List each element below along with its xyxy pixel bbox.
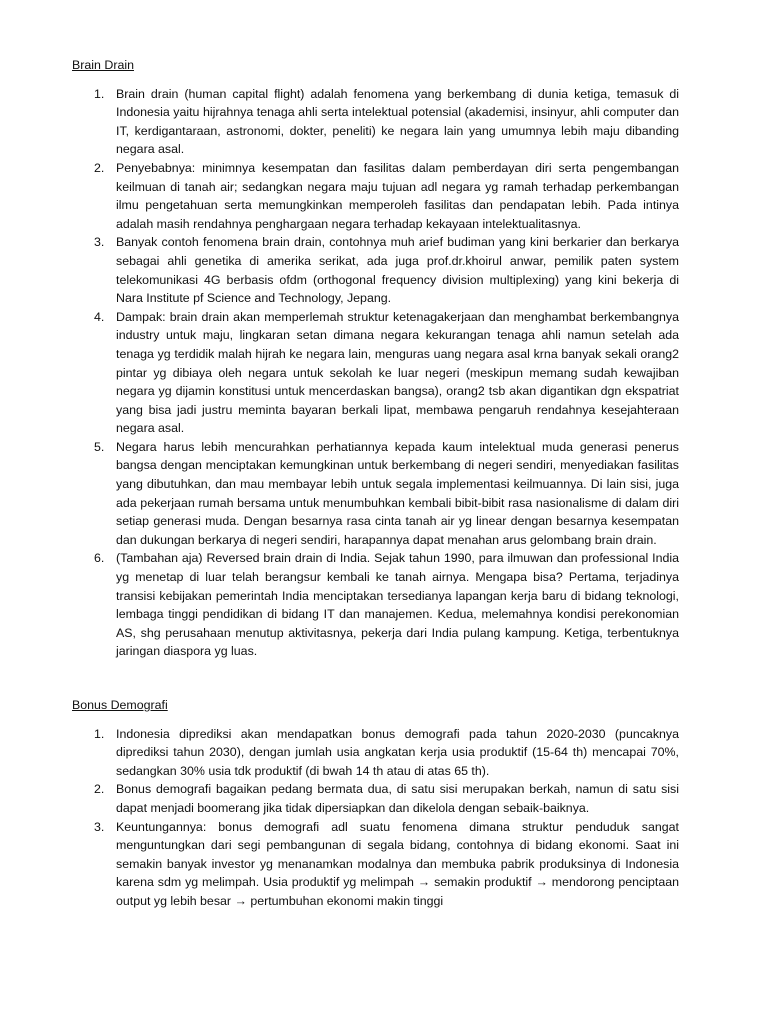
- list-item: [72, 438, 679, 550]
- item-number: 2.: [94, 160, 105, 175]
- item-text: Bonus demografi bagaikan pedang bermata dua, di satu sisi merupakan berkah, namun di satu sisi dapat menjadi boomerang jika tidak dipersiapkan dan dikelola dengan sebaik-baiknya.: [116, 782, 679, 815]
- list-item: [72, 85, 679, 159]
- item-text: Penyebabnya: minimnya kesempatan dan fasilitas dalam pemberdayan diri serta pengembangan keilmuan di tanah air; sedangkan negara maju tujuan adl negara yg ramah terhadap perkembangan ilmu pengetahuan serta memungkinkan memperoleh fasilitas dan pendapatan lebih. Pada intinya adalah masih rendahnya penghargaan negara terhadap kekayaan intelektualitasnya.: [116, 160, 679, 231]
- item-number: 1.: [94, 726, 105, 741]
- item-number: 2.: [94, 782, 105, 797]
- list-item: [72, 159, 679, 233]
- item-text: Brain drain (human capital flight) adalah fenomena yang berkembang di dunia ketiga, temasuk di Indonesia yaitu hijrahnya tenaga ahli serta intelektual potensial (akademisi, insinyur, ahli computer dan IT, kerdigantaraan, astronomi, dokter, peneliti) ke negara lain yang umumnya lebih maju dibanding negara asal.: [116, 86, 679, 157]
- section-bonus-demografi: [72, 696, 679, 911]
- numbered-list: [72, 725, 679, 911]
- item-number: 6.: [94, 551, 105, 566]
- item-number: 1.: [94, 86, 105, 101]
- item-number: 3.: [94, 235, 105, 250]
- item-text: Indonesia diprediksi akan mendapatkan bonus demografi pada tahun 2020-2030 (puncaknya diprediksi tahun 2030), dengan jumlah usia angkatan kerja usia produktif (15-64 th) mencapai 70%, sedangkan 30% usia tdk produktif (di bwah 14 th atau di atas 65 th).: [116, 726, 679, 778]
- section-heading: Bonus Demografi: [72, 698, 168, 712]
- section-brain-drain: [72, 56, 679, 661]
- item-text: (Tambahan aja) Reversed brain drain di India. Sejak tahun 1990, para ilmuwan dan professional India yg menetap di luar telah berangsur kembali ke tanah airnya. Mengapa bisa? Pertama, terjadinya transisi kebijakan pemerintah India menciptakan tersedianya lapangan kerja baru di bidang teknologi, lembaga tinggi pendidikan di bidang IT dan manajemen. Kedua, melemahnya kondisi perekonomian AS, shg perusahaan menutup aktivitasnya, pekerja dari India pulang kampung. Ketiga, terbentuknya jaringan diaspora yg luas.: [116, 551, 679, 659]
- item-text: Keuntungannya: bonus demografi adl suatu fenomena dimana struktur penduduk sangat menguntungkan dari segi pembangunan di segala bidang, contohnya di bidang ekonomi. Saat ini semakin banyak investor yg menanamkan modalnya dan membuka pabrik produksinya di Indonesia karena sdm yg melimpah. Usia produktif yg melimpah → semakin produktif → mendorong penciptaan output yg lebih besar → pertumbuhan ekonomi makin tinggi: [116, 819, 679, 908]
- item-number: 4.: [94, 309, 105, 324]
- item-number: 3.: [94, 819, 105, 834]
- item-text: Banyak contoh fenomena brain drain, contohnya muh arief budiman yang kini berkarier dan berkarya sebagai ahli genetika di amerika serikat, ada juga prof.dr.khoirul anwar, pemilik paten system telekomunikasi 4G berbasis ofdm (orthogonal frequency division multiplexing) yang kini bekerja di Nara Institute pf Science and Technology, Jepang.: [116, 235, 679, 306]
- list-item: [72, 725, 679, 781]
- item-text: Negara harus lebih mencurahkan perhatiannya kepada kaum intelektual muda generasi penerus bangsa dengan menciptakan kemungkinan untuk berkembang di negeri sendiri, menyediakan fasilitas yang dibutuhkan, dan mau membayar lebih untuk segala implementasi keilmuannya. Di lain sisi, juga ada pekerjaan rumah bersama untuk menumbuhkan kembali bibit-bibit rasa nasionalisme di dalam diri setiap generasi muda. Dengan besarnya rasa cinta tanah air yg linear dengan besarnya kesempatan dan dukungan berkarya di negeri sendiri, harapannya dapat menahan arus gelombang brain drain.: [116, 439, 679, 547]
- list-item: [72, 780, 679, 817]
- section-heading: Brain Drain: [72, 58, 134, 72]
- item-number: 5.: [94, 439, 105, 454]
- list-item: [72, 308, 679, 438]
- item-text: Dampak: brain drain akan memperlemah struktur ketenagakerjaan dan menghambat berkembangnya industry untuk maju, lingkaran setan dimana negara kekurangan tenaga ahli namun setelah ada tenaga yg terdidik malah hijrah ke negara lain, menguras uang negara asal krna banyak sekali orang2 pintar yg dibiaya oleh negara untuk sekolah ke luar negeri (meskipun memang sudah kewajiban negara yg dijamin konstitusi untuk mencerdaskan bangsa), orang2 tsb akan digantikan dgn ekspatriat yang bisa jadi justru meminta bayaran berkali lipat, membawa pengaruh rendahnya kesejahteraan negara asal.: [116, 309, 679, 436]
- list-item: [72, 233, 679, 307]
- list-item: [72, 549, 679, 661]
- list-item: [72, 818, 679, 911]
- numbered-list: [72, 85, 679, 661]
